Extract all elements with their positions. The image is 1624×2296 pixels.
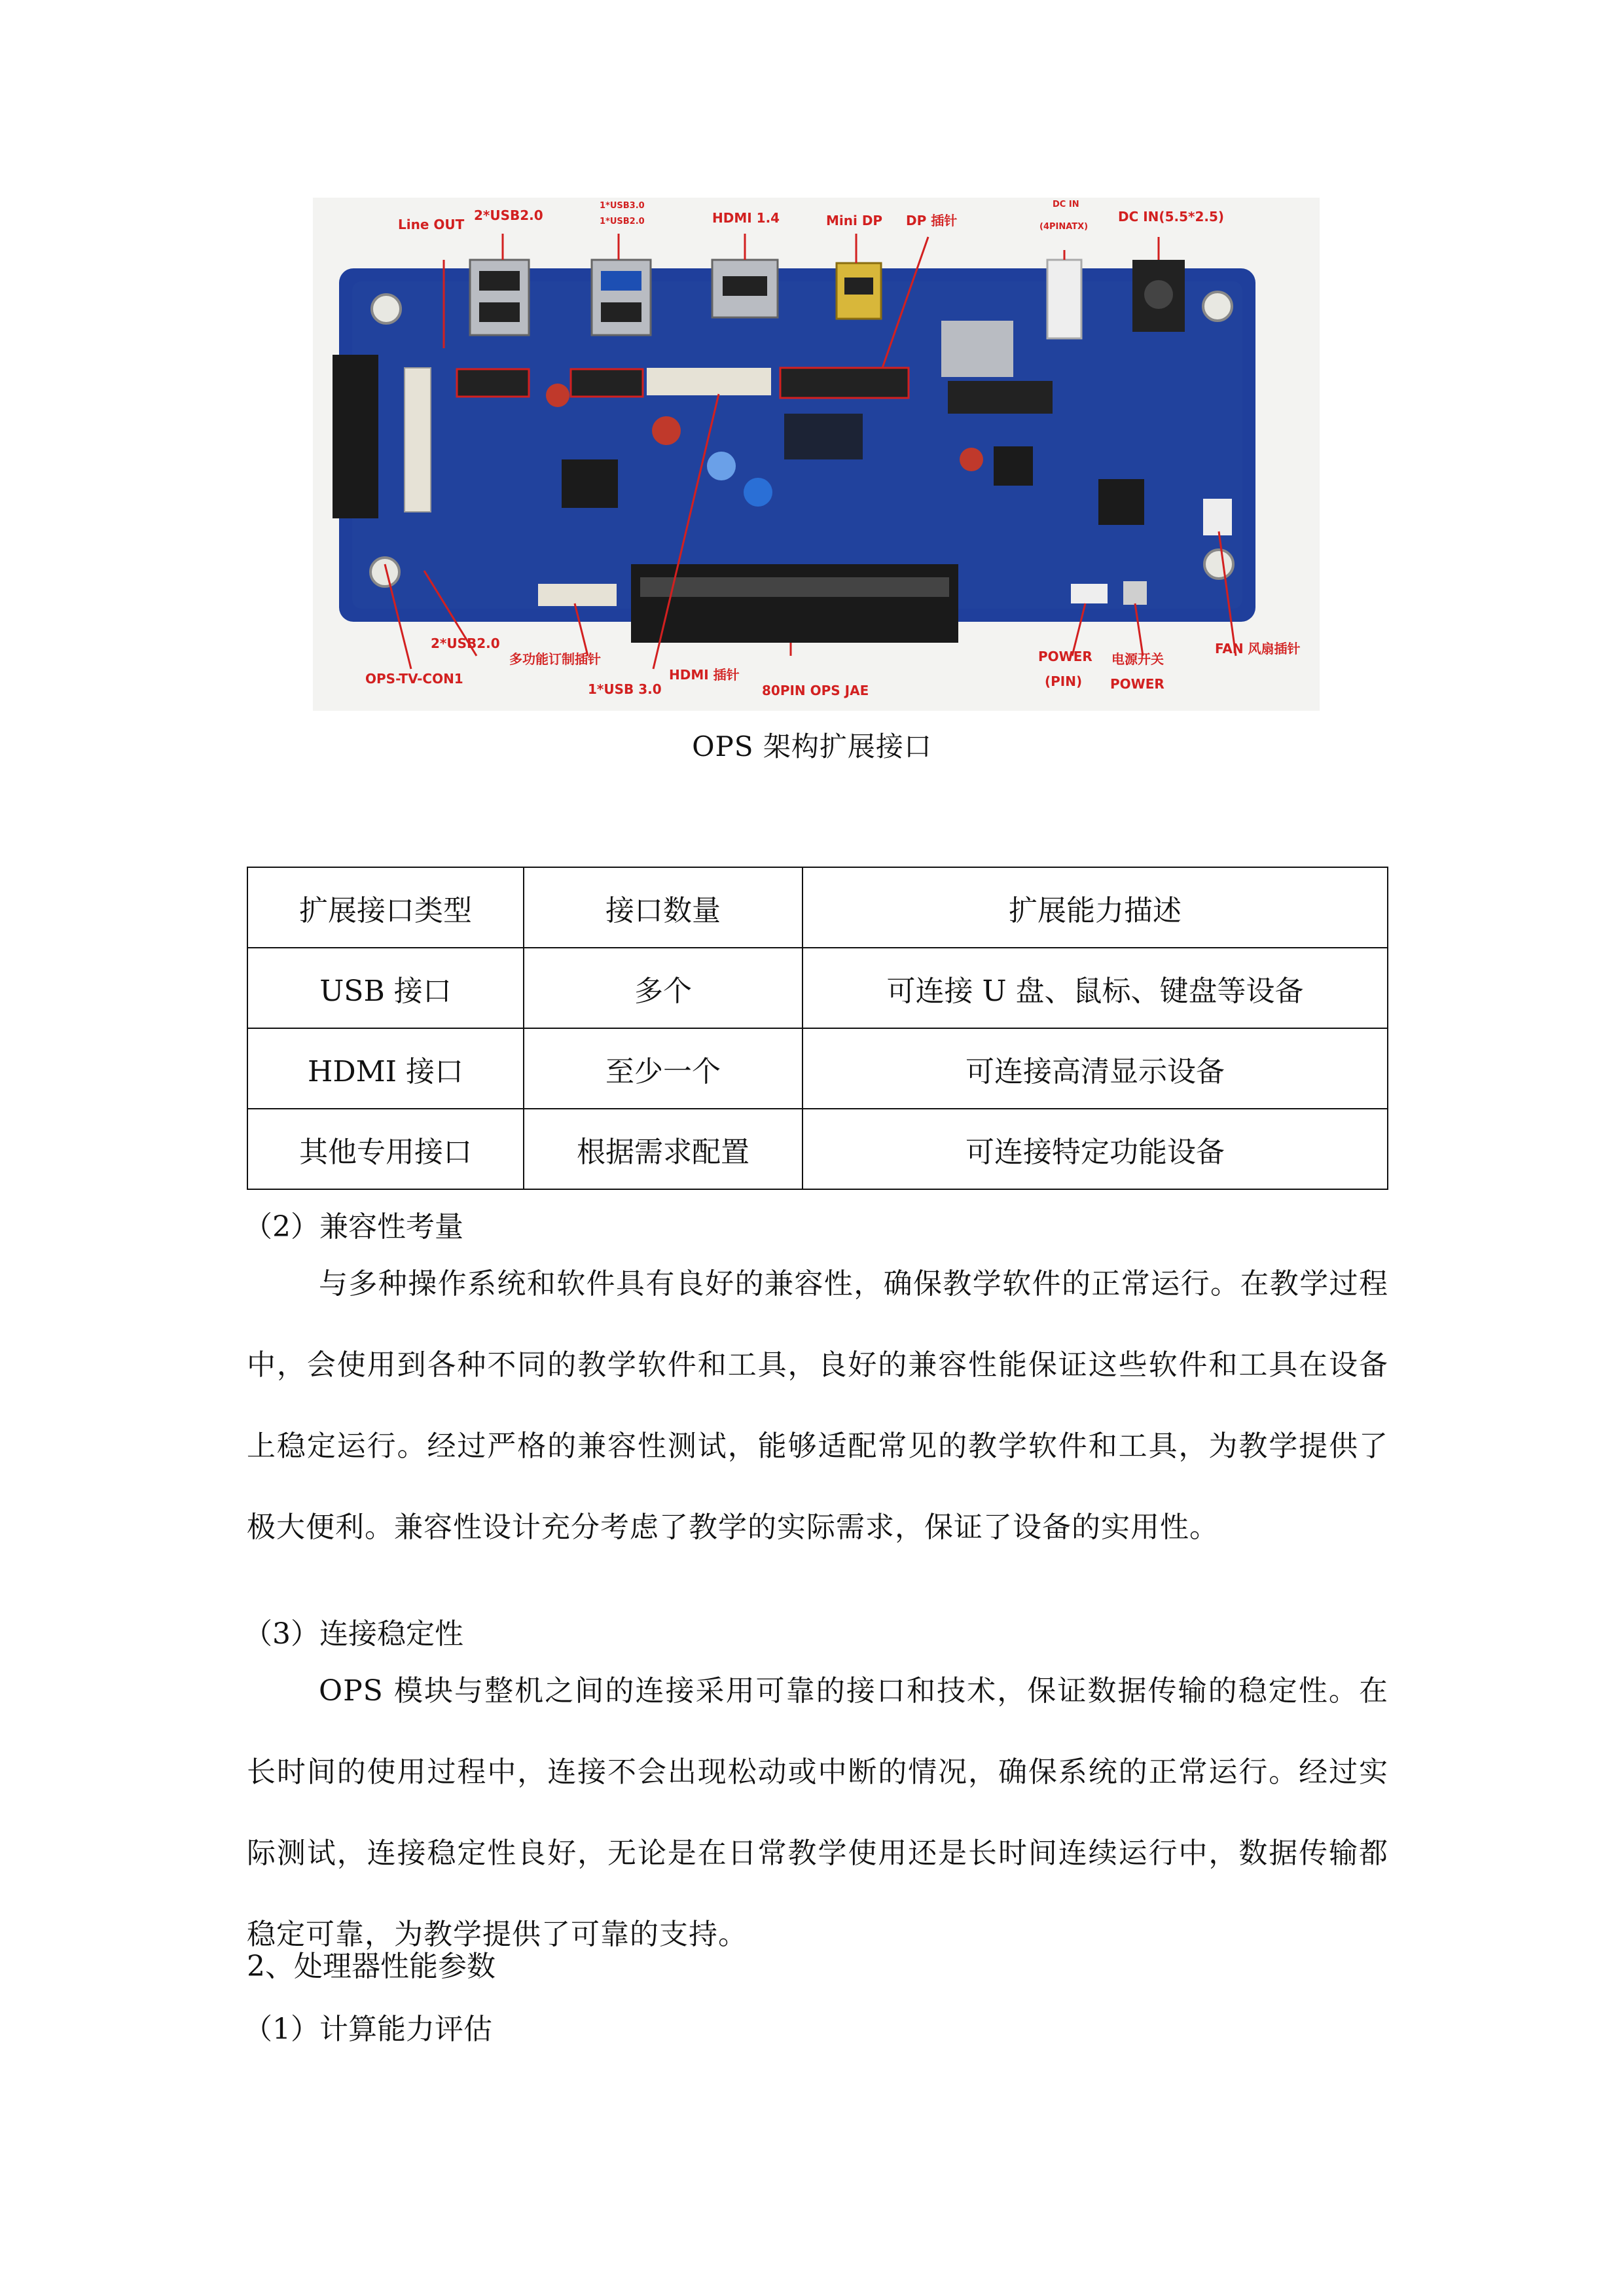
- table-cell: 多个: [524, 948, 803, 1028]
- paragraph-compatibility: 与多种操作系统和软件具有良好的兼容性，确保教学软件的正常运行。在教学过程中，会使用到各种不同的教学软件和工具，良好的兼容性能保证这些软件和工具在设备上稳定运行。经过严格的兼容性测试，能够适配常见的教学软件和工具，为教学提供了极大便利。兼容性设计充分考虑了教学的实际需求，保证了设备的实用性。: [247, 1267, 1388, 1544]
- table-cell: 可连接 U 盘、鼠标、键盘等设备: [803, 948, 1388, 1028]
- label-dc-in-barrel: DC IN(5.5*2.5): [1118, 209, 1225, 224]
- section-heading-compatibility: （2）兼容性考量: [244, 1210, 463, 1244]
- label-hdmi-top: HDMI 1.4: [712, 210, 780, 226]
- chip: [562, 459, 618, 508]
- table-cell: 可连接特定功能设备: [803, 1109, 1388, 1189]
- label-hdmi-pin: HDMI 插针: [669, 667, 740, 683]
- dc-in-4pin: [1047, 260, 1081, 338]
- label-mini-dp: Mini DP: [826, 213, 883, 228]
- table-cell: USB 接口: [247, 948, 524, 1028]
- mount-hole: [1203, 292, 1232, 321]
- label-usb3-bottom: 1*USB 3.0: [588, 681, 662, 697]
- table-cell: 根据需求配置: [524, 1109, 803, 1189]
- label-usb-top: 2*USB2.0: [474, 207, 543, 223]
- label-ops-jae: 80PIN OPS JAE: [762, 683, 869, 698]
- label-power-pin: POWER: [1038, 649, 1092, 664]
- ops-board-illustration: [313, 198, 1320, 711]
- label-usb-bottom: 2*USB2.0: [431, 636, 500, 651]
- table-cell: 其他专用接口: [247, 1109, 524, 1189]
- ops-tv-connector: [333, 355, 378, 518]
- table-row: [247, 1028, 1388, 1109]
- section-heading-compute: （1）计算能力评估: [244, 2013, 492, 2046]
- section-heading-processor: 2、处理器性能参数: [247, 1950, 496, 1983]
- mount-hole: [1204, 550, 1233, 579]
- label-ops-tv-con: OPS-TV-CON1: [365, 671, 463, 687]
- table-row: [247, 948, 1388, 1028]
- label-usb3: 1*USB3.0: [600, 201, 645, 211]
- table-cell: 至少一个: [524, 1028, 803, 1109]
- label-multi-pin: 多功能订制插针: [509, 651, 601, 667]
- interface-table: [247, 867, 1388, 1190]
- ops-80pin-connector: [631, 564, 958, 643]
- dp-pin-header: [780, 368, 909, 398]
- section-heading-connection-stability: （3）连接稳定性: [244, 1617, 463, 1651]
- label-line-out: Line OUT: [398, 217, 465, 232]
- table-header-cell: 扩展接口类型: [247, 867, 524, 948]
- chip: [784, 414, 863, 459]
- table-cell: HDMI 接口: [247, 1028, 524, 1109]
- chip: [994, 446, 1033, 486]
- label-dc-in-4pin: (4PINATX): [1039, 222, 1089, 232]
- label-usb2: 1*USB2.0: [600, 217, 645, 226]
- mount-hole: [370, 558, 399, 586]
- table-cell: 可连接高清显示设备: [803, 1028, 1388, 1109]
- paragraph-connection-stability: OPS 模块与整机之间的连接采用可靠的接口和技术，保证数据传输的稳定性。在长时间的使用过程中，连接不会出现松动或中断的情况，确保系统的正常运行。经过实际测试，连接稳定性良好，无论是在日常教学使用还是长时间连续运行中，数据传输都稳定可靠，为教学提供了可靠的支持。: [247, 1674, 1388, 1951]
- table-header-row: [247, 867, 1388, 948]
- table-header-cell: 接口数量: [524, 867, 803, 948]
- label-dc-in: DC IN: [1053, 200, 1079, 209]
- table-row: [247, 1109, 1388, 1189]
- label-dp-pin: DP 插针: [906, 213, 958, 228]
- mount-hole: [372, 295, 401, 323]
- label-power-switch-sub: POWER: [1110, 676, 1164, 692]
- chip: [1098, 479, 1144, 525]
- label-fan-pin: FAN 风扇插针: [1215, 641, 1301, 656]
- label-power-switch: 电源开关: [1111, 651, 1164, 667]
- label-power-pin-sub: (PIN): [1045, 673, 1083, 689]
- table-header-cell: 扩展能力描述: [803, 867, 1388, 948]
- board-photo: [313, 198, 1320, 711]
- figure-caption: OPS 架构扩展接口: [692, 730, 932, 762]
